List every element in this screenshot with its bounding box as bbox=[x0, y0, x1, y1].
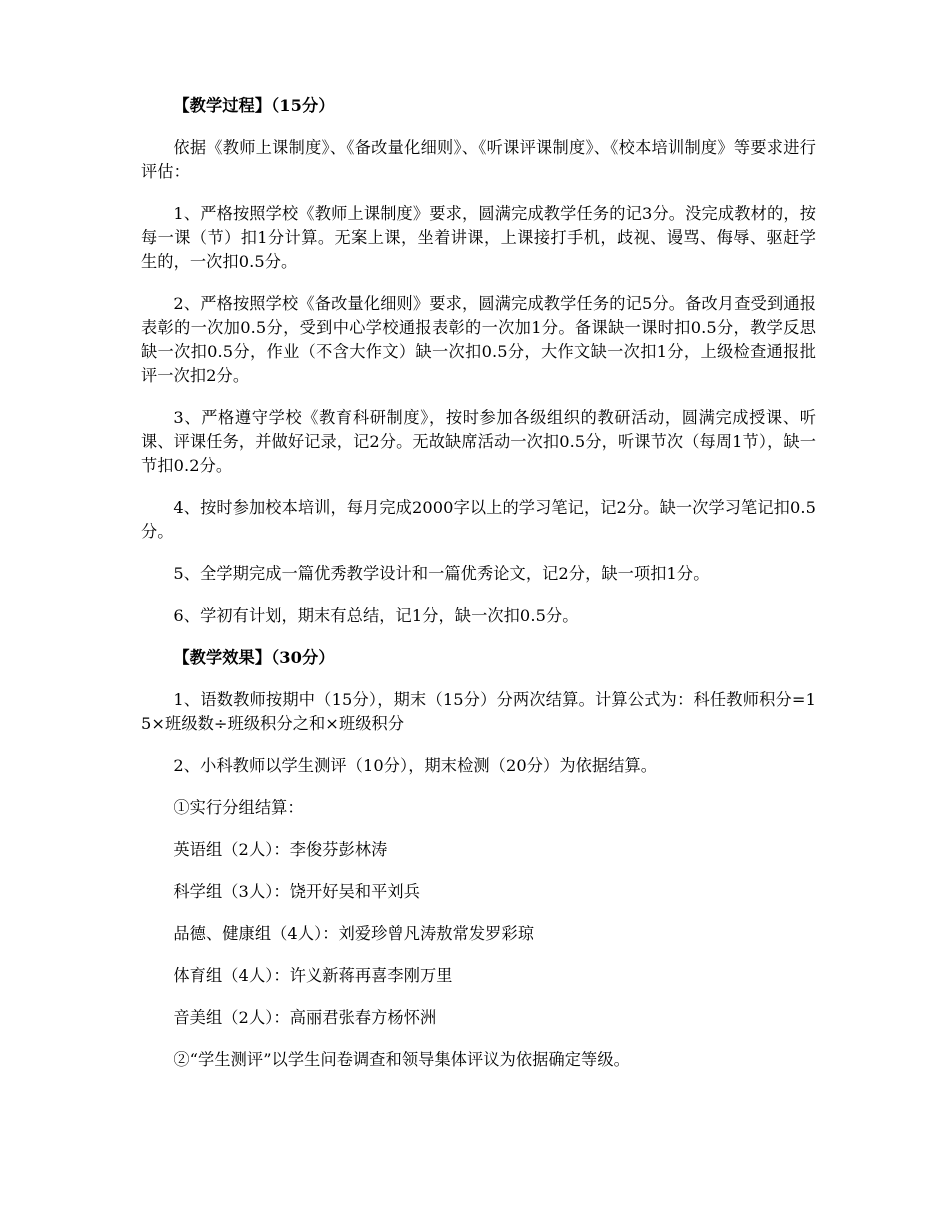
paragraph-evaluation-basis: 依据《教师上课制度》、《备改量化细则》、《听课评课制度》、《校本培训制度》等要求进行评估： bbox=[141, 138, 816, 181]
paragraph-group-settlement: ①实行分组结算： bbox=[173, 798, 304, 817]
paragraph-group-science: 科学组（3人）：饶开好吴和平刘兵 bbox=[173, 882, 421, 901]
document-page bbox=[141, 94, 816, 1090]
section-heading-teaching-process: 【教学过程】（15分） bbox=[173, 96, 335, 115]
paragraph-group-morality-health: 品德、健康组（4人）：刘爱珍曾凡涛敖常发罗彩琼 bbox=[173, 924, 535, 943]
paragraph-item-3: 3、严格遵守学校《教育科研制度》，按时参加各级组织的教研活动，圆满完成授课、听课、评课任务，并做好记录，记2分。无故缺席活动一次扣0.5分，听课节次（每周1节），缺一节扣0.2分。 bbox=[141, 408, 816, 475]
paragraph-item-2: 2、严格按照学校《备改量化细则》要求，圆满完成教学任务的记5分。备改月查受到通报表彰的一次加0.5分，受到中心学校通报表彰的一次加1分。备课缺一课时扣0.5分，教学反思缺一次扣0.5分，作业（不含大作文）缺一次扣0.5分，大作文缺一次扣1分，上级检查通报批评一次扣2分。 bbox=[141, 294, 816, 385]
paragraph-item-4: 4、按时参加校本培训，每月完成2000字以上的学习笔记，记2分。缺一次学习笔记扣0.5分。 bbox=[141, 498, 816, 541]
paragraph-group-pe: 体育组（4人）：许义新蒋再喜李刚万里 bbox=[173, 966, 453, 985]
paragraph-student-evaluation: ②“学生测评”以学生问卷调查和领导集体评议为依据确定等级。 bbox=[173, 1050, 630, 1069]
paragraph-group-english: 英语组（2人）：李俊芬彭林涛 bbox=[173, 840, 388, 859]
paragraph-effect-item-1: 1、语数教师按期中（15分），期末（15分）分两次结算。计算公式为：科任教师积分=15×班级数÷班级积分之和×班级积分 bbox=[141, 690, 816, 733]
section-heading-teaching-effect: 【教学效果】（30分） bbox=[173, 648, 335, 667]
paragraph-item-1: 1、严格按照学校《教师上课制度》要求，圆满完成教学任务的记3分。没完成教材的，按每一课（节）扣1分计算。无案上课，坐着讲课，上课接打手机，歧视、谩骂、侮辱、驱赶学生的，一次扣0.5分。 bbox=[141, 204, 816, 271]
paragraph-item-5: 5、全学期完成一篇优秀教学设计和一篇优秀论文，记2分，缺一项扣1分。 bbox=[173, 564, 710, 583]
paragraph-item-6: 6、学初有计划，期末有总结，记1分，缺一次扣0.5分。 bbox=[173, 606, 579, 625]
paragraph-effect-item-2: 2、小科教师以学生测评（10分），期末检测（20分）为依据结算。 bbox=[173, 756, 658, 775]
paragraph-group-music-art: 音美组（2人）：高丽君张春方杨怀洲 bbox=[173, 1008, 437, 1027]
